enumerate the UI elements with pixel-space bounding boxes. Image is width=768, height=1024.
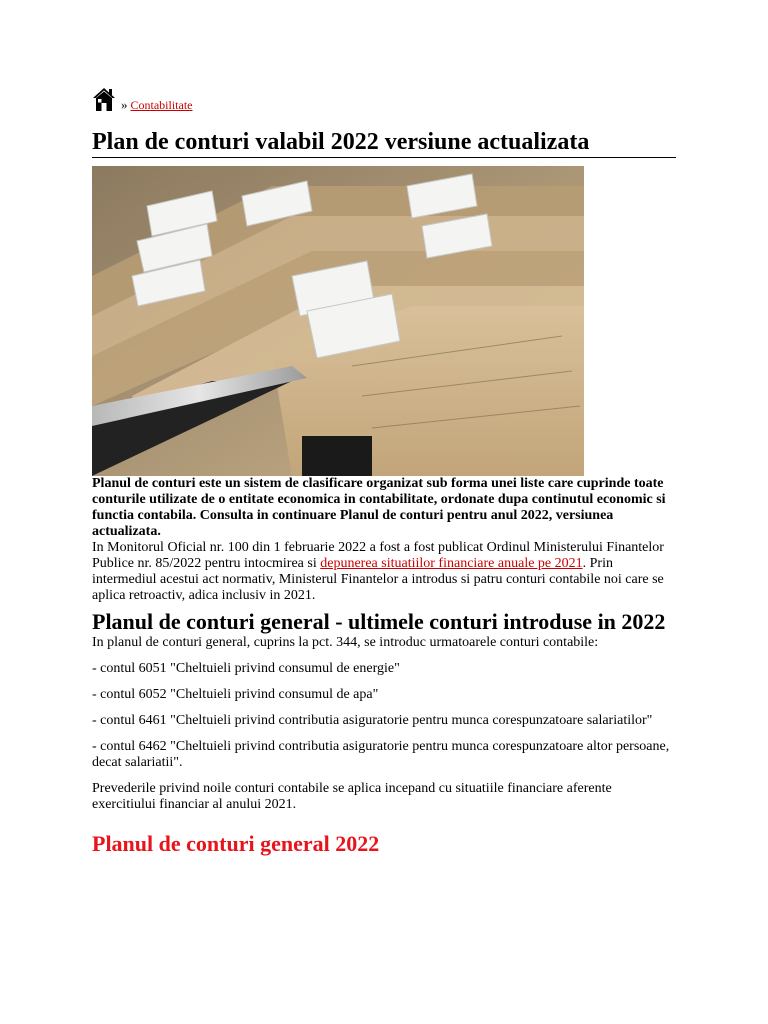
home-icon[interactable] [92, 86, 116, 112]
section-heading-ultimele-conturi: Planul de conturi general - ultimele conturi introduse in 2022 [92, 609, 666, 634]
hero-image [92, 166, 584, 476]
closing-paragraph: Prevederile privind noile conturi contabile se aplica incepand cu situatiile financiare aferente exercitiului financiar al anului 2021. [92, 781, 612, 812]
article [92, 84, 676, 857]
account-item-6461: - contul 6461 "Cheltuieli privind contributia asiguratorie pentru munca corespunzatoare salariatilor" [92, 713, 653, 728]
breadcrumb-link-contabilitate[interactable]: Contabilitate [130, 98, 193, 112]
breadcrumb [92, 84, 676, 112]
section-intro: In planul de conturi general, cuprins la pct. 344, se introduc urmatoarele conturi contabile: [92, 635, 599, 650]
situatii-financiare-link[interactable]: depunerea situatiilor financiare anuale pe 2021 [320, 556, 583, 571]
intro-text-before: In Monitorul Oficial nr. 100 din 1 februarie 2022 a fost a fost publicat Ordinul Ministerului Finantelor Publice nr. 85/2022 pentru intocmirea si [92, 540, 664, 571]
breadcrumb-separator: » [121, 97, 128, 112]
intro-text-after: . Prin intermediul acestui act normativ, Ministerul Finantelor a introdus si patru conturi contabile noi care se aplica retroactiv, adica inclusiv in 2021. [92, 556, 664, 603]
page-title: Plan de conturi valabil 2022 versiune actualizata [92, 128, 676, 158]
intro-paragraph [92, 540, 676, 604]
account-item-6051: - contul 6051 "Cheltuieli privind consumul de energie" [92, 661, 400, 676]
lead-paragraph: Planul de conturi este un sistem de clasificare organizat sub forma unei liste care cuprinde toate conturile utilizate de o entitate economica in contabilitate, ordonate dupa continutul economic si functia contabila. Consulta in continuare Planul de conturi pentru anul 2022, versiunea actualizata. [92, 476, 666, 539]
account-item-6052: - contul 6052 "Cheltuieli privind consumul de apa" [92, 687, 379, 702]
section-heading-plan-general: Planul de conturi general 2022 [92, 831, 380, 856]
account-item-6462: - contul 6462 "Cheltuieli privind contributia asiguratorie pentru munca corespunzatoare altor persoane, decat salariatii". [92, 739, 670, 770]
